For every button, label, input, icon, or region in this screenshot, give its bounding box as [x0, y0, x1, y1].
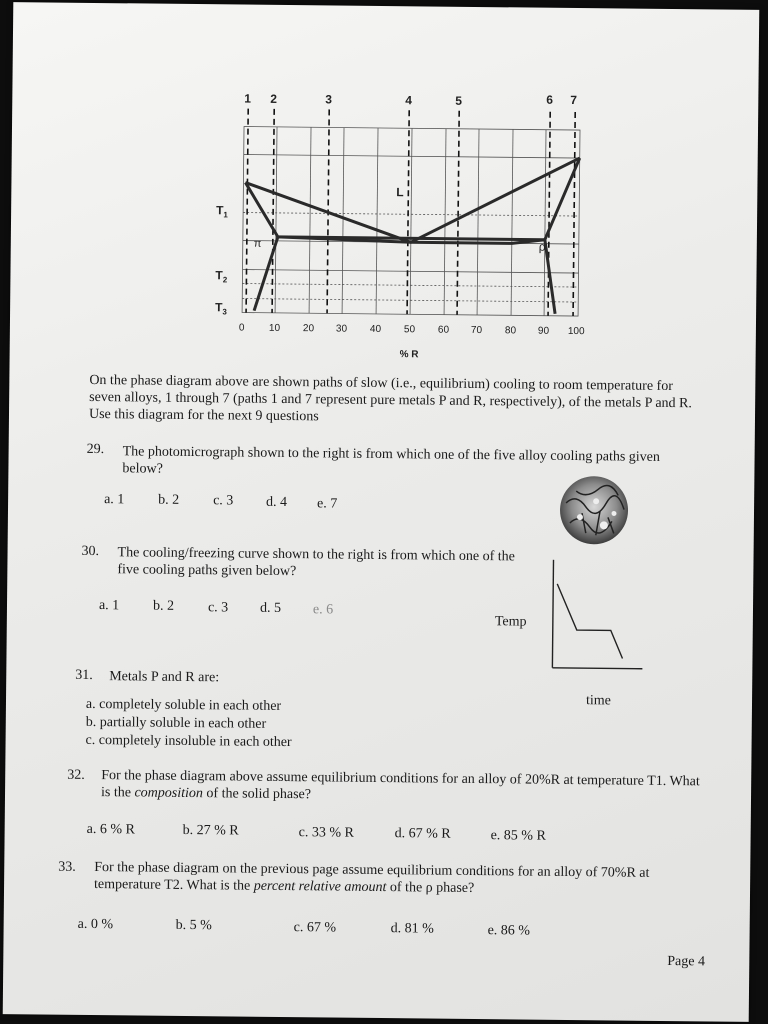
q30-option[interactable]: b. 2 [152, 598, 175, 614]
q33-option[interactable]: a. 0 % [77, 916, 114, 933]
q33-option[interactable]: b. 5 % [175, 917, 212, 934]
path-number: 5 [455, 93, 463, 108]
x-tick-labels [239, 323, 585, 338]
photomicrograph-image [556, 473, 637, 554]
rho-phase-label: ρ [538, 239, 546, 254]
q31-option[interactable]: a. completely soluble in each other [85, 696, 282, 714]
cooling-curve [546, 556, 647, 677]
phase-diagram [9, 2, 759, 390]
path-number: 4 [405, 93, 413, 108]
q30-option[interactable]: d. 5 [259, 600, 282, 616]
q32-number: 32. [67, 767, 85, 783]
q33-text: For the phase diagram on the previous page assume equilibrium conditions for an alloy of 70%R at temperature T2. What is the percent relative amount of the ρ phase? [94, 860, 650, 896]
q29-option[interactable]: e. 7 [317, 496, 338, 512]
path-number: 2 [270, 91, 278, 106]
phase-boundaries [244, 155, 580, 314]
q32-option[interactable]: e. 85 % R [490, 828, 546, 844]
q29-option[interactable]: c. 3 [213, 493, 234, 509]
q30-number: 30. [81, 543, 100, 560]
q32-option[interactable]: c. 33 % R [298, 825, 354, 841]
q29-number: 29. [86, 441, 105, 458]
path-number: 3 [325, 92, 333, 107]
q33-number: 33. [58, 859, 76, 875]
q32-option[interactable]: b. 27 % R [182, 822, 239, 839]
q30-option[interactable]: a. 1 [98, 598, 120, 614]
x-tick: 40 [369, 323, 382, 335]
q33-option[interactable]: e. 86 % [487, 923, 531, 939]
q30-option[interactable]: e. 6 [312, 602, 334, 618]
curve-temp-label: Temp [494, 614, 527, 630]
x-tick: 50 [403, 324, 416, 336]
intro-paragraph: On the phase diagram above are shown paths of slow (i.e., equilibrium) cooling to room temperature for seven alloys, 1 through 7 (paths 1 and 7 represent pure metals P and R, respectively), of the metals P and R. Use this diagram for the next 9 questions [88, 372, 692, 425]
x-tick: 100 [567, 325, 585, 338]
x-tick: 80 [504, 325, 517, 337]
q31-option[interactable]: c. completely insoluble in each other [85, 732, 292, 751]
x-tick: 60 [437, 324, 450, 336]
liquid-label: L [396, 185, 404, 200]
t1-label: $T_1$ [216, 203, 228, 220]
page-number: Page 4 [667, 954, 706, 970]
q31-option[interactable]: b. partially soluble in each other [85, 714, 267, 732]
x-tick: 90 [537, 325, 550, 337]
q32-text: For the phase diagram above assume equilibrium conditions for an alloy of 20%R at temperature T1. What is the composition of the solid phase? [100, 768, 700, 803]
q29-option[interactable]: a. 1 [104, 492, 125, 508]
q30-text: The cooling/freezing curve shown to the right is from which one of the five cooling paths given below? [117, 545, 515, 580]
curve-time-label: time [585, 693, 612, 709]
x-tick: 70 [470, 324, 483, 337]
worksheet-page [3, 2, 760, 1022]
path-number: 6 [546, 92, 554, 107]
diagram-grid [242, 127, 580, 317]
q30-option[interactable]: c. 3 [207, 600, 229, 616]
q33-option[interactable]: d. 81 % [390, 921, 434, 937]
path-number: 7 [570, 92, 578, 108]
alpha-phase-label: π [253, 237, 262, 250]
path-number: 1 [244, 91, 252, 106]
q31-number: 31. [75, 667, 93, 683]
t3-label: $T_3$ [215, 300, 227, 317]
q33-option[interactable]: c. 67 % [293, 920, 337, 936]
q29-option[interactable]: d. 4 [266, 494, 288, 511]
q31-text: Metals P and R are: [109, 669, 220, 686]
x-axis-label: % R [399, 349, 419, 361]
q32-option[interactable]: d. 67 % R [394, 826, 451, 842]
t2-label: $T_2$ [215, 268, 228, 285]
path-numbers [244, 90, 577, 109]
x-tick: 0 [238, 322, 245, 334]
x-tick: 30 [335, 323, 348, 335]
q29-option[interactable]: b. 2 [158, 492, 180, 508]
x-tick: 20 [302, 323, 315, 335]
x-tick: 10 [268, 322, 281, 334]
q29-text: The photomicrograph shown to the right is from which one of the five alloy cooling paths given below? [122, 444, 661, 477]
q32-option[interactable]: a. 6 % R [86, 821, 135, 838]
